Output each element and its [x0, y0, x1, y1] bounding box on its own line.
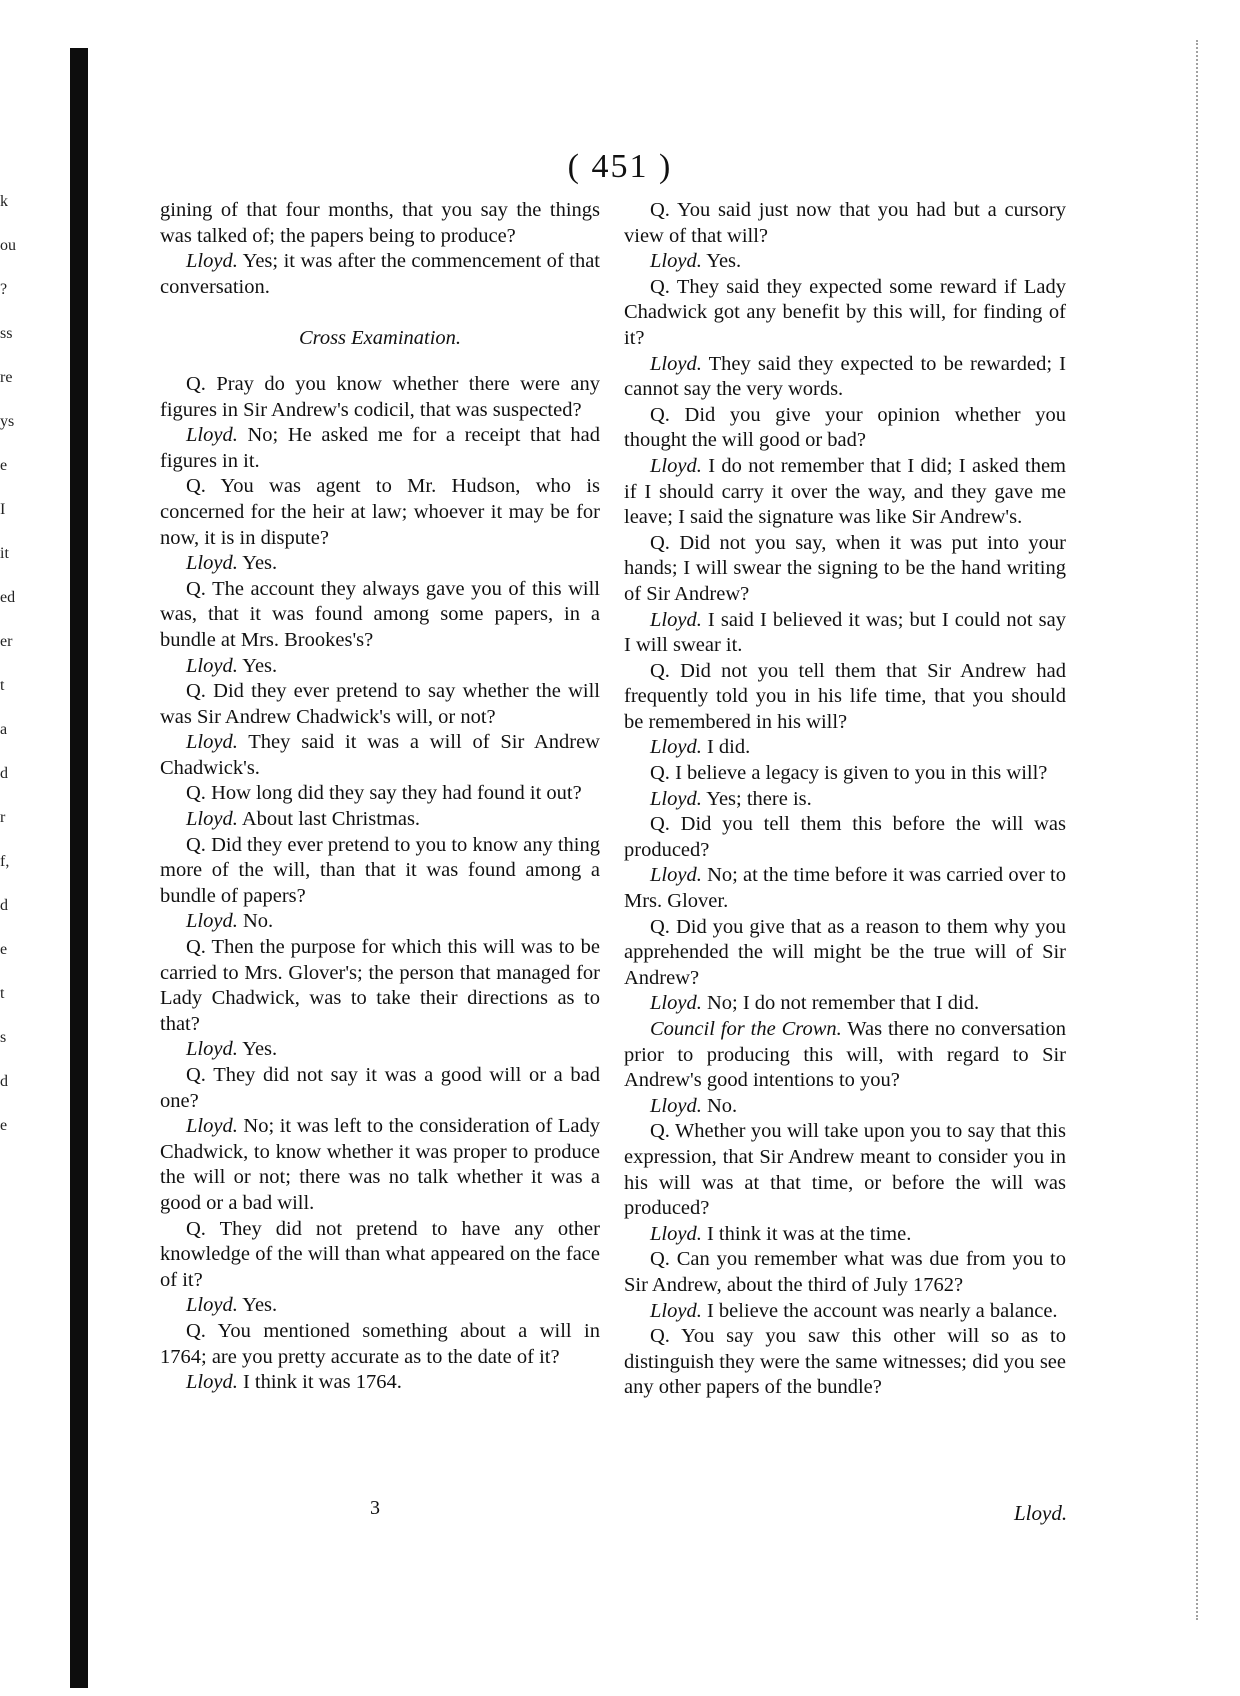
utterance: Yes.: [242, 1038, 278, 1061]
transcript-line: [624, 1017, 1066, 1094]
margin-fragment: re: [0, 369, 13, 386]
catchword: Lloyd.: [1014, 1501, 1068, 1525]
utterance: Was there no conversation prior to producing this will, with regard to Sir Andrew's good intentions to you?: [624, 1018, 1066, 1092]
utterance: They did not say it was a good will or a bad one?: [160, 1064, 600, 1112]
transcript-line: [160, 1319, 600, 1370]
transcript-line: [160, 1217, 600, 1294]
utterance: No; at the time before it was carried over to Mrs. Glover.: [624, 864, 1067, 913]
margin-fragment: a: [0, 721, 8, 738]
utterance: Pray do you know whether there were any figures in Sir Andrew's codicil, that was suspected?: [160, 372, 600, 421]
transcript-line: [624, 1094, 1066, 1120]
speaker-label: Lloyd.: [650, 992, 702, 1015]
speaker-label: Lloyd.: [186, 552, 238, 575]
speaker-label: Q.: [650, 1248, 670, 1271]
speaker-label: Lloyd.: [186, 808, 238, 831]
speaker-label: Q.: [186, 1064, 206, 1086]
left-margin-bleed: [0, 180, 30, 1380]
transcript-line: [160, 1370, 600, 1396]
speaker-label: Lloyd.: [650, 352, 702, 375]
utterance: Did you tell them this before the will was produced?: [624, 813, 1066, 861]
margin-fragment: I: [0, 501, 6, 518]
transcript-line: [624, 787, 1066, 813]
speaker-label: Q.: [186, 1319, 206, 1342]
transcript-line: [160, 730, 600, 781]
utterance: No.: [242, 910, 274, 933]
margin-fragment: d: [0, 765, 8, 782]
speaker-label: Q.: [650, 762, 670, 785]
transcript-line: [624, 454, 1066, 531]
transcript-line: [624, 352, 1066, 403]
transcript-line: [624, 275, 1066, 352]
speaker-label: Q.: [650, 1120, 670, 1143]
transcript-line: [160, 654, 600, 680]
transcript-line: [160, 909, 600, 935]
margin-fragment: t: [0, 677, 5, 694]
transcript-line: [624, 863, 1066, 914]
utterance: How long did they say they had found it out?: [211, 782, 582, 805]
transcript-line: [624, 608, 1066, 659]
utterance: Yes.: [706, 250, 742, 273]
transcript-line: [624, 198, 1066, 249]
transcript-line: [624, 403, 1066, 454]
speaker-label: Lloyd.: [650, 1094, 702, 1117]
speaker-label: Lloyd.: [186, 1038, 238, 1061]
utterance: You was agent to Mr. Hudson, who is concerned for the heir at law; whoever it may be for now, it is in dispute?: [160, 475, 600, 549]
transcript-line: [160, 1037, 600, 1063]
utterance: You mentioned something about a will in 1764; are you pretty accurate as to the date of it?: [160, 1319, 600, 1368]
transcript-line: [160, 1293, 600, 1319]
utterance: You said just now that you had but a cursory view of that will?: [624, 199, 1066, 247]
utterance: About last Christmas.: [241, 808, 421, 831]
speaker-label: Lloyd.: [186, 1371, 238, 1394]
utterance: Did you give your opinion whether you thought the will good or bad?: [624, 403, 1066, 452]
margin-fragment: er: [0, 633, 13, 650]
margin-fragment: s: [0, 1029, 7, 1046]
speaker-label: Lloyd.: [650, 608, 702, 631]
transcript-line: [160, 935, 600, 1037]
speaker-label: Q.: [650, 275, 670, 298]
margin-fragment: r: [0, 809, 6, 826]
speaker-label: Lloyd.: [650, 864, 702, 887]
utterance: I did.: [706, 736, 751, 759]
speaker-label: Q.: [650, 659, 670, 682]
utterance: Can you remember what was due from you to Sir Andrew, about the third of July 1762?: [624, 1248, 1066, 1296]
utterance: Did they ever pretend to say whether the will was Sir Andrew Chadwick's will, or not?: [160, 680, 600, 728]
utterance: The account they always gave you of this will was, that it was found among some papers, in a bundle at Mrs. Brookes's?: [160, 577, 600, 651]
speaker-label: Council for the Crown.: [650, 1018, 842, 1040]
left-exchange-list: [160, 372, 600, 1396]
transcript-line: [160, 807, 600, 833]
margin-fragment: it: [0, 545, 9, 562]
utterance: I said I believed it was; but I could not say I will swear it.: [624, 608, 1067, 657]
margin-fragment: d: [0, 897, 8, 914]
utterance: I think it was at the time.: [706, 1222, 912, 1245]
utterance: They said it was a will of Sir Andrew Chadwick's.: [160, 731, 600, 779]
right-column: [624, 198, 1066, 1401]
transcript-line: [160, 833, 600, 910]
transcript-line: [160, 551, 600, 577]
utterance: Yes; it was after the commencement of that conversation.: [160, 250, 600, 298]
margin-fragment: ss: [0, 325, 13, 342]
utterance: They did not pretend to have any other knowledge of the will than what appeared on the face of it?: [160, 1217, 600, 1291]
left-column: [160, 198, 600, 1396]
speaker-label: Q.: [650, 199, 670, 221]
transcript-line: [624, 659, 1066, 736]
transcript-line: [160, 1063, 600, 1114]
utterance: They said they expected to be rewarded; I cannot say the very words.: [624, 352, 1066, 401]
transcript-line: [624, 735, 1066, 761]
speaker-label: Q.: [650, 403, 670, 426]
margin-fragment: ou: [0, 237, 16, 254]
utterance: They said they expected some reward if Lady Chadwick got any benefit by this will, for finding of it?: [624, 275, 1066, 349]
speaker-label: Lloyd.: [186, 1115, 238, 1138]
utterance: Yes.: [242, 654, 278, 677]
right-page-edge: [1196, 40, 1212, 1620]
utterance: Yes.: [242, 1294, 278, 1317]
speaker-label: Q.: [186, 680, 206, 703]
speaker-label: Lloyd.: [650, 736, 702, 759]
speaker-label: Lloyd.: [186, 654, 238, 677]
utterance: Did not you tell them that Sir Andrew had frequently told you in his life time, that you should be remembered in his will?: [624, 659, 1067, 733]
speaker-label: Q.: [186, 1217, 206, 1240]
margin-fragment: t: [0, 985, 5, 1002]
section-heading: Cross Examination.: [298, 327, 462, 350]
transcript-line: [160, 372, 600, 423]
margin-fragment: ys: [0, 413, 15, 430]
speaker-label: Lloyd.: [650, 787, 702, 810]
speaker-label: Q.: [650, 813, 670, 836]
utterance: No; He asked me for a receipt that had figures in it.: [160, 424, 601, 472]
utterance: No; I do not remember that I did.: [706, 992, 980, 1015]
utterance: I believe the account was nearly a balance.: [706, 1299, 1058, 1322]
speaker-label: Q.: [186, 936, 206, 959]
transcript-line: [624, 812, 1066, 863]
utterance: No.: [706, 1094, 738, 1117]
margin-fragment: ?: [0, 281, 8, 298]
transcript-line: [624, 761, 1066, 787]
transcript-line: [624, 249, 1066, 275]
margin-fragment: f,: [0, 853, 10, 870]
utterance: Did you give that as a reason to them why you apprehended the will might be the true will of Sir Andrew?: [624, 915, 1067, 989]
transcript-line: [624, 1324, 1066, 1401]
right-exchange-list: [624, 198, 1066, 1401]
speaker-label: Q.: [186, 475, 206, 498]
utterance: Whether you will take upon you to say that this expression, that Sir Andrew meant to consider you in his will was at that time, or before the will was produced?: [624, 1120, 1066, 1220]
margin-fragment: d: [0, 1073, 8, 1090]
speaker-label: Q.: [650, 915, 670, 938]
page-number: ( 451 ): [567, 148, 673, 185]
transcript-line: [160, 679, 600, 730]
transcript-line: [624, 991, 1066, 1017]
margin-fragment: e: [0, 457, 8, 474]
speaker-label: Lloyd.: [650, 1299, 702, 1322]
utterance: Then the purpose for which this will was to be carried to Mrs. Glover's; the person that managed for Lady Chadwick, was to take their directions as to that?: [160, 936, 600, 1035]
speaker-label: Lloyd.: [186, 424, 238, 447]
transcript-line: [160, 1114, 600, 1216]
opening-paragraph: gining of that four months, that you say the things was talked of; the papers being to produce?: [160, 199, 600, 247]
signature-mark: 3: [370, 1497, 380, 1519]
transcript-line: [624, 1299, 1066, 1325]
speaker-label: Q.: [186, 833, 206, 856]
book-spine-shadow: [70, 48, 88, 1688]
speaker-label: Lloyd.: [186, 250, 238, 273]
margin-fragment: e: [0, 941, 8, 958]
utterance: Yes; there is.: [706, 787, 812, 810]
utterance: Did not you say, when it was put into your hands; I will swear the signing to be the hand writing of Sir Andrew?: [624, 531, 1066, 605]
speaker-label: Q.: [186, 782, 206, 805]
transcript-line: [160, 474, 600, 551]
speaker-label: Q.: [650, 1325, 670, 1348]
speaker-label: Lloyd.: [186, 1294, 238, 1317]
speaker-label: Q.: [650, 531, 670, 554]
speaker-label: Lloyd.: [186, 910, 238, 933]
utterance: You say you saw this other will so as to distinguish they were the same witnesses; did you see any other papers of the bundle?: [624, 1325, 1067, 1399]
speaker-label: Lloyd.: [186, 731, 238, 754]
transcript-line: [624, 1119, 1066, 1221]
transcript-line: [624, 1247, 1066, 1298]
margin-fragment: ed: [0, 589, 16, 606]
transcript-line: [160, 249, 600, 300]
transcript-line: [624, 1222, 1066, 1248]
transcript-line: [160, 423, 600, 474]
utterance: I believe a legacy is given to you in this will?: [675, 762, 1048, 785]
transcript-line: [624, 531, 1066, 608]
speaker-label: Lloyd.: [650, 454, 702, 477]
margin-fragment: e: [0, 1117, 8, 1134]
transcript-line: [624, 915, 1066, 992]
utterance: No; it was left to the consideration of Lady Chadwick, to know whether it was proper to produce the will or not; there was no talk whether it was a good or a bad will.: [160, 1115, 600, 1214]
speaker-label: Lloyd.: [650, 1222, 702, 1245]
utterance: Did they ever pretend to you to know any thing more of the will, than that it was found among a bundle of papers?: [160, 833, 600, 907]
utterance: Yes.: [242, 552, 278, 575]
margin-fragment: k: [0, 193, 8, 210]
speaker-label: Q.: [186, 372, 206, 395]
utterance: I do not remember that I did; I asked them if I should carry it over the way, and they gave me leave; I said the signature was like Sir Andrew's.: [624, 454, 1066, 529]
utterance: I think it was 1764.: [242, 1371, 402, 1394]
speaker-label: Lloyd.: [650, 250, 702, 273]
transcript-line: [160, 577, 600, 654]
speaker-label: Q.: [186, 577, 206, 600]
transcript-line: [160, 781, 600, 807]
